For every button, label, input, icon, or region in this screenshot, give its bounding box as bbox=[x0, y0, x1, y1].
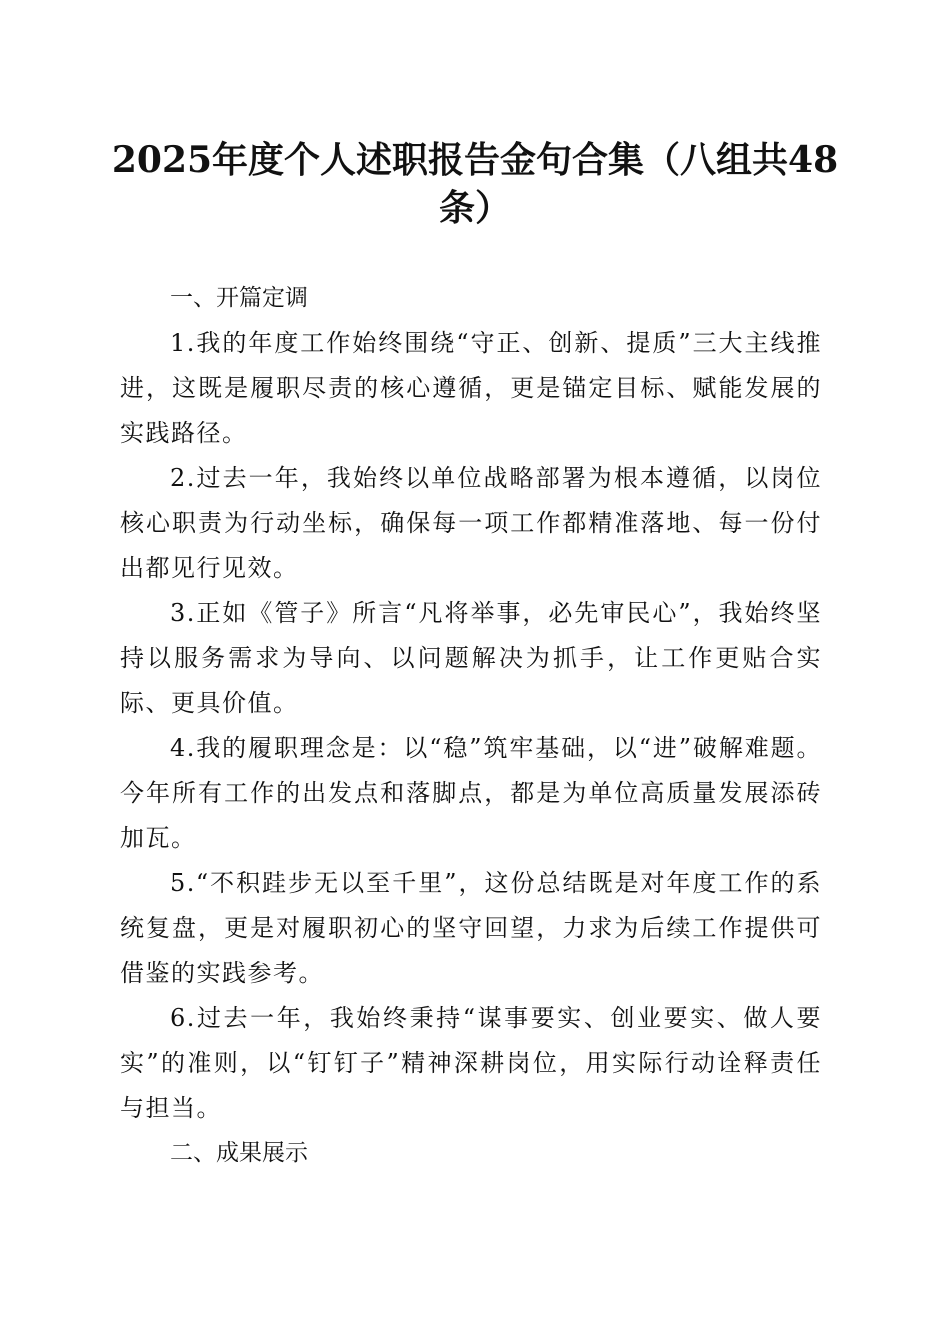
document-title: 2025年度个人述职报告金句合集（八组共48条） bbox=[111, 139, 839, 229]
document-body bbox=[120, 276, 822, 1176]
paragraph-1: 1.我的年度工作始终围绕“守正、创新、提质”三大主线推进，这既是履职尽责的核心遵循，更是锚定目标、赋能发展的实践路径。 bbox=[120, 329, 822, 447]
paragraph-2: 2.过去一年，我始终以单位战略部署为根本遵循，以岗位核心职责为行动坐标，确保每一项工作都精准落地、每一份付出都见行见效。 bbox=[120, 464, 822, 582]
paragraph-3: 3.正如《管子》所言“凡将举事，必先审民心”，我始终坚持以服务需求为导向、以问题解决为抓手，让工作更贴合实际、更具价值。 bbox=[120, 599, 822, 717]
paragraph-4: 4.我的履职理念是：以“稳”筑牢基础，以“进”破解难题。今年所有工作的出发点和落脚点，都是为单位高质量发展添砖加瓦。 bbox=[120, 734, 822, 852]
section-heading-results: 二、成果展示 bbox=[170, 1140, 308, 1166]
section-heading-opening: 一、开篇定调 bbox=[170, 285, 308, 311]
paragraph-6: 6.过去一年，我始终秉持“谋事要实、创业要实、做人要实”的准则，以“钉钉子”精神深耕岗位，用实际行动诠释责任与担当。 bbox=[120, 1004, 822, 1122]
paragraph-5: 5.“不积跬步无以至千里”，这份总结既是对年度工作的系统复盘，更是对履职初心的坚守回望，力求为后续工作提供可借鉴的实践参考。 bbox=[120, 869, 822, 987]
